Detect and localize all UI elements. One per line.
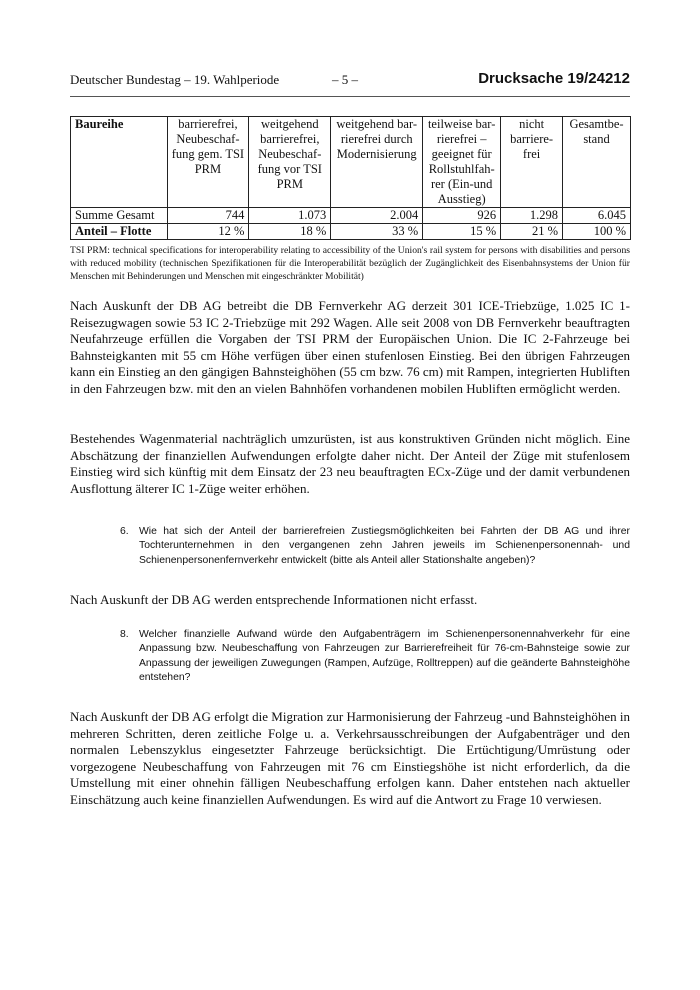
table-cell: 18 % (249, 224, 331, 240)
table-header-cell: teilweise bar-rierefrei – geeignet für Rollstuhlfah-rer (Ein-und Ausstieg) (423, 117, 501, 208)
table-row-label: Summe Gesamt (71, 208, 168, 224)
table-header-cell: weitgehend bar-rierefrei durch Modernisierung (331, 117, 423, 208)
table-footnote: TSI PRM: technical specifications for interoperability relating to accessibility of the Union's rail system for persons with disabilities and persons with reduced mobility (technischen Spezifikationen für die Interoperabilität bezüglich der Zugänglichkeit des Eisenbahnsystems der Union für Menschen mit Behinderungen und Menschen mit eingeschränkter Mobilität) (70, 245, 630, 282)
table-cell: 744 (167, 208, 249, 224)
question-block (120, 525, 630, 568)
header-parliament: Deutscher Bundestag – 19. Wahlperiode (70, 72, 280, 87)
question-text: Wie hat sich der Anteil der barrierefreien Zustiegsmöglichkeiten bei Fahrten der DB AG und ihrer Tochterunternehmen in den vergangenen zehn Jahren jeweils im Schienenpersonennah- und Schienenpersonenfernverkehr entwickelt (bitte als Anteil aller Stationshalte angeben)? (139, 526, 630, 566)
table-header-cell: barrierefrei, Neubeschaf-fung gem. TSI PRM (167, 117, 249, 208)
table-cell: 2.004 (331, 208, 423, 224)
table-header-cell: Baureihe (71, 117, 168, 208)
page-header (70, 72, 630, 92)
table-header-cell: weitgehend barrierefrei, Neubeschaf-fung vor TSI PRM (249, 117, 331, 208)
table-row-label: Anteil – Flotte (71, 224, 168, 240)
answer-paragraph: Nach Auskunft der DB AG werden entsprechende Informationen nicht erfasst. (70, 592, 478, 607)
document-number (478, 70, 630, 87)
table-cell: 12 % (167, 224, 249, 240)
page-number: – 5 – (332, 72, 358, 87)
table-cell: 6.045 (563, 208, 631, 224)
document-number-value: 24212 (588, 70, 630, 87)
question-number: 6. (120, 526, 129, 537)
table-header-row (71, 117, 631, 208)
table-header-cell: nicht barriere-frei (501, 117, 563, 208)
table-row (71, 224, 631, 240)
table-cell: 1.073 (249, 208, 331, 224)
answer-paragraph: Bestehendes Wagenmaterial nachträglich umzurüsten, ist aus konstruktiven Gründen nicht möglich. Eine Abschätzung der finanziellen Aufwendungen erfolgte daher nicht. Der Anteil der Züge mit stufenlosem Einstieg wird sich künftig mit dem Einsatz der 23 neu beauftragten ECx-Züge und der damit verbundenen Ausflottung älterer IC 1-Züge weiter erhöhen. (70, 431, 630, 496)
table-header-cell: Gesamtbe-stand (563, 117, 631, 208)
table-cell: 15 % (423, 224, 501, 240)
table-cell: 926 (423, 208, 501, 224)
answer-paragraph: Nach Auskunft der DB AG erfolgt die Migration zur Harmonisierung der Fahrzeug -und Bahnsteighöhen in mehreren Schritten, deren zeitliche Folge u. a. Verkehrsausschreibungen der Aufgabenträger und den normalen Lebenszyklus eingesetzter Fahrzeuge berücksichtigt. Die Ertüchtigung/Umrüstung oder vorgezogene Neubeschaffung von Fahrzeugen mit 76 cm Einstiegshöhe ist nicht erforderlich, da die Umstellung mit einer ohnehin fälligen Neubeschaffung erfolgen kann. Daher entstehen nach aktueller Einschätzung auch keine finanziellen Aufwendungen. Es wird auf die Antwort zu Frage 10 verwiesen. (70, 709, 630, 807)
table-cell: 100 % (563, 224, 631, 240)
header-rule (70, 96, 630, 97)
question-text: Welcher finanzielle Aufwand würde den Aufgabenträgern im Schienenpersonennahverkehr für eine Anpassung bzw. Neubeschaffung von Fahrzeugen zur Barrierefreiheit für 76-cm-Bahnsteige sowie zur Anpassung der jeweiligen Zuwegungen (Rampen, Aufzüge, Rolltreppen) auf die geänderte Bahnsteighöhe entstehen? (139, 629, 630, 683)
table-row (71, 208, 631, 224)
fleet-table (70, 116, 631, 240)
question-block (120, 628, 630, 685)
table-cell: 33 % (331, 224, 423, 240)
question-number: 8. (120, 629, 129, 640)
document-number-prefix: Drucksache 19/ (478, 70, 589, 87)
answer-paragraph: Nach Auskunft der DB AG betreibt die DB Fernverkehr AG derzeit 301 ICE-Triebzüge, 1.025 IC 1-Reisezugwagen sowie 53 IC 2-Triebzüge mit 292 Wagen. Alle seit 2008 von DB Fernverkehr beauftragten Neufahrzeuge erfüllen die Vorgaben der TSI PRM der Europäischen Union. Die IC 2-Fahrzeuge bei Bahnsteigkanten mit 55 cm Höhe verfügen über einen stufenlosen Einstieg. Bei den übrigen Fahrzeugen kann ein Einstieg an den gängigen Bahnsteighöhen (55 cm bzw. 76 cm) mit Rampen, integrierten Hubliften in den Fahrzeugen bzw. mit den an vielen Bahnhöfen vorhandenen mobilen Hubliften ermöglicht werden. (70, 298, 630, 396)
table-cell: 1.298 (501, 208, 563, 224)
table-cell: 21 % (501, 224, 563, 240)
